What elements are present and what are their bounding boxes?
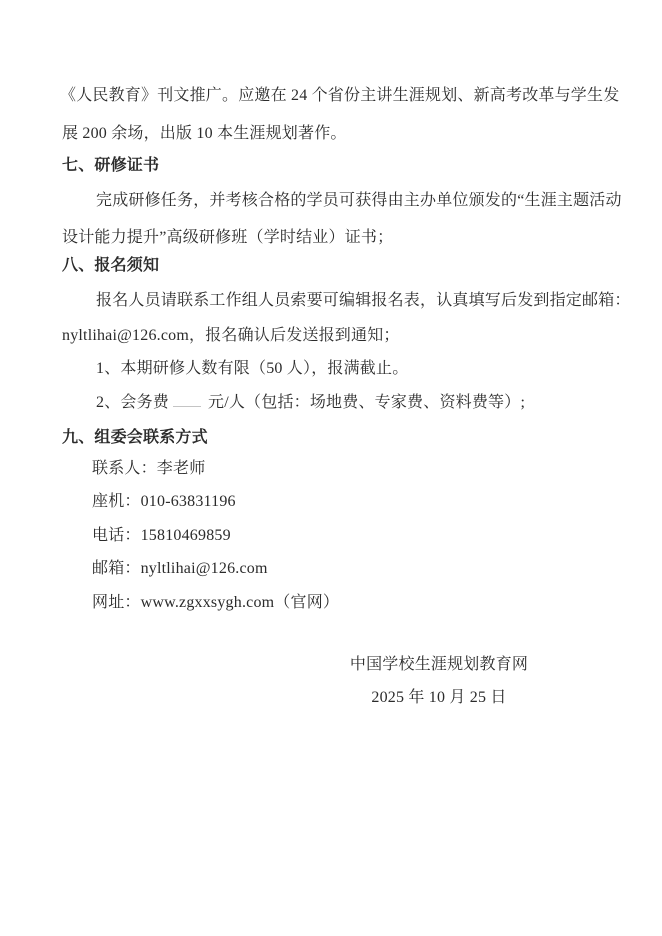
section-7-heading: 七、研修证书 [62, 157, 160, 174]
contact-email-line: 邮箱：nyltlihai@126.com [92, 560, 268, 577]
contact-website-line: 网址：www.zgxxsygh.com（官网） [92, 594, 340, 611]
section-8-body-line-2: nyltlihai@126.com，报名确认后发送报到通知； [62, 327, 400, 344]
signature-date: 2025 年 10 月 25 日 [371, 689, 507, 706]
fee-text-prefix: 2、会务费 [96, 394, 170, 411]
section-8-heading: 八、报名须知 [62, 257, 160, 274]
section-7-body-line-2: 设计能力提升”高级研修班（学时结业）证书； [62, 229, 394, 246]
signature-block [349, 655, 529, 708]
intro-paragraph-line-2: 展 200 余场，出版 10 本生涯规划著作。 [62, 125, 347, 142]
intro-paragraph-line-1: 《人民教育》刊文推广。应邀在 24 个省份主讲生涯规划、新高考改革与学生发 [60, 87, 620, 104]
section-9-heading: 九、组委会联系方式 [62, 429, 208, 446]
signature-organization: 中国学校生涯规划教育网 [349, 656, 529, 673]
fee-text-suffix: 元/人（包括：场地费、专家费、资料费等）; [208, 394, 526, 411]
section-8-body-line-1: 报名人员请联系工作组人员索要可编辑报名表，认真填写后发到指定邮箱： [96, 292, 631, 309]
section-7-body-line-1: 完成研修任务，并考核合格的学员可获得由主办单位颁发的“生涯主题活动 [96, 192, 622, 209]
section-8-list-item-1: 1、本期研修人数有限（50 人），报满截止。 [96, 360, 409, 377]
section-8-list-item-2 [96, 393, 525, 413]
contact-landline-line: 座机：010-63831196 [92, 493, 236, 510]
fee-amount-blank-underline [173, 393, 201, 407]
contact-person-line: 联系人：李老师 [92, 460, 206, 477]
contact-phone-line: 电话：15810469859 [92, 527, 231, 544]
